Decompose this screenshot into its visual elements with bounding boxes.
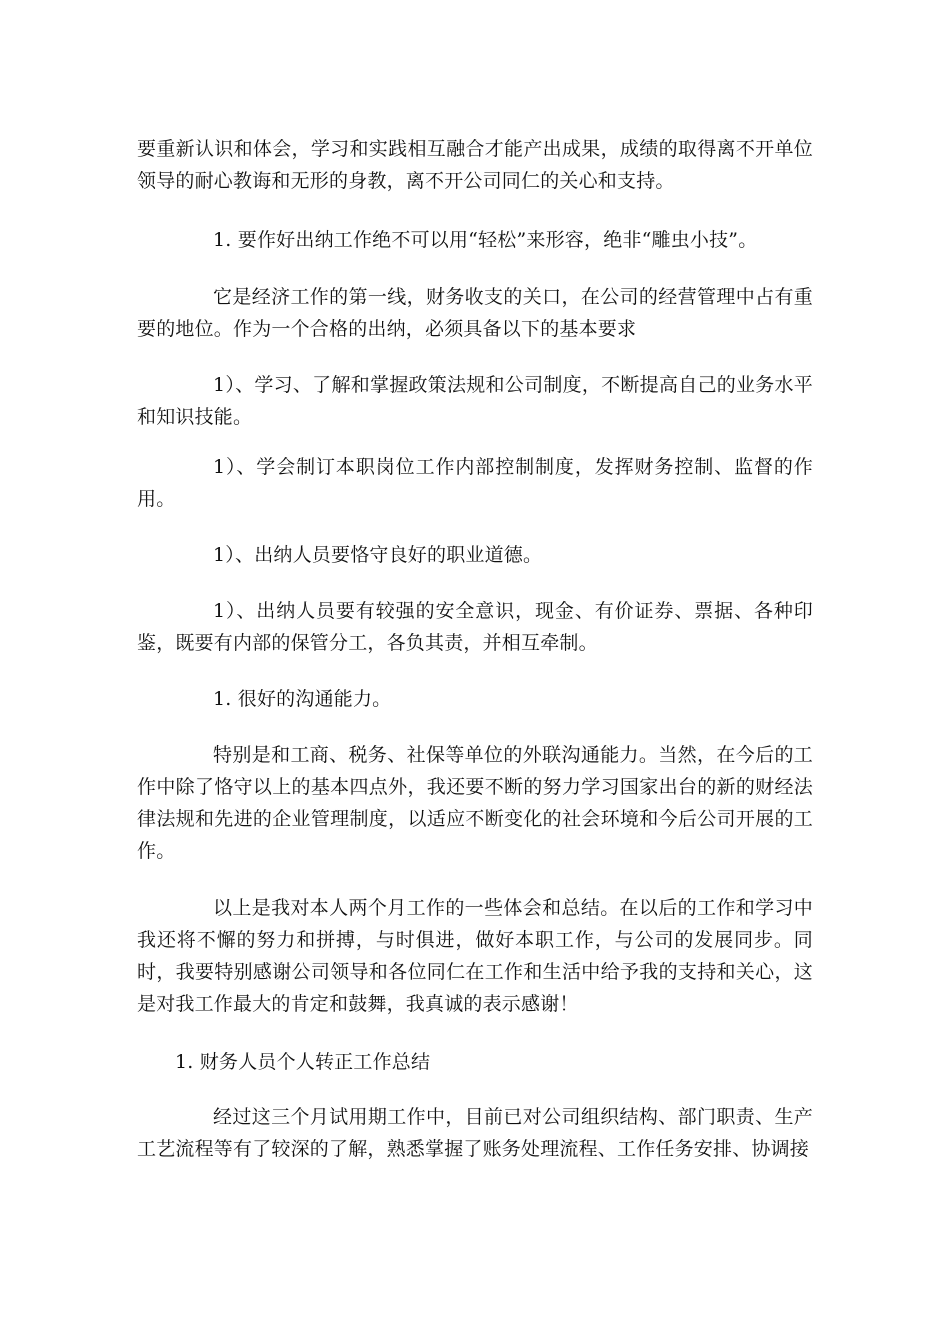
list-item-study-regulations: 1）、学习、了解和掌握政策法规和公司制度，不断提高自己的业务水平和知识技能。 xyxy=(137,374,813,428)
list-item-professional-ethics: 1）、出纳人员要恪守良好的职业道德。 xyxy=(213,544,543,566)
paragraph-probation-intro: 经过这三个月试用期工作中，目前已对公司组织结构、部门职责、生产工艺流程等有了较深的了解，熟悉掌握了账务处理流程、工作任务安排、协调接 xyxy=(137,1106,813,1160)
paragraph-summary-thanks: 以上是我对本人两个月工作的一些体会和总结。在以后的工作和学习中我还将不懈的努力和拼搏，与时俱进，做好本职工作，与公司的发展同步。同时，我要特别感谢公司领导和各位同仁在工作和生活中给予我的支持和关心，这是对我工作最大的肯定和鼓舞，我真诚的表示感谢！ xyxy=(137,897,813,1015)
list-item-security-awareness: 1）、出纳人员要有较强的安全意识，现金、有价证券、票据、各种印鉴，既要有内部的保管分工，各负其责，并相互牵制。 xyxy=(137,600,813,654)
paragraph-cashier-role: 它是经济工作的第一线，财务收支的关口，在公司的经营管理中占有重要的地位。作为一个合格的出纳，必须具备以下的基本要求 xyxy=(137,286,813,340)
paragraph-communication-detail: 特别是和工商、税务、社保等单位的外联沟通能力。当然，在今后的工作中除了恪守以上的基本四点外，我还要不断的努力学习国家出台的新的财经法律法规和先进的企业管理制度，以适应不断变化的社会环境和今后公司开展的工作。 xyxy=(137,744,813,862)
list-item-internal-control: 1）、学会制订本职岗位工作内部控制制度，发挥财务控制、监督的作用。 xyxy=(137,456,813,510)
paragraph-continuation: 要重新认识和体会，学习和实践相互融合才能产出成果，成绩的取得离不开单位领导的耐心教诲和无形的身教，离不开公司同仁的关心和支持。 xyxy=(137,138,813,192)
section-heading-cashier-work: 1. 要作好出纳工作绝不可以用“轻松”来形容，绝非“雕虫小技”。 xyxy=(213,229,758,251)
section-heading-communication: 1. 很好的沟通能力。 xyxy=(213,688,392,710)
section-heading-probation-summary: 1. 财务人员个人转正工作总结 xyxy=(175,1051,431,1073)
